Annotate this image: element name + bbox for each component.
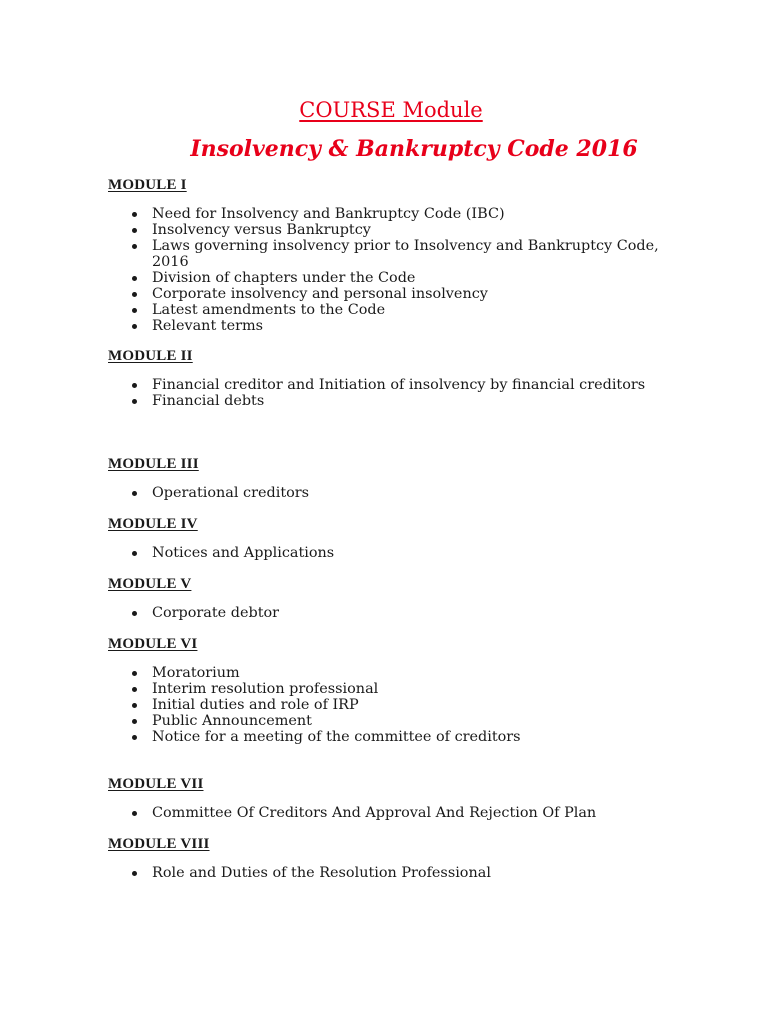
module-item-list [108, 865, 708, 881]
list-item: Division of chapters under the Code [108, 270, 692, 286]
list-item: Committee Of Creditors And Approval And Rejection Of Plan [108, 805, 692, 821]
module-6 [108, 635, 708, 745]
bullet-icon [132, 276, 137, 281]
code-title: Insolvency & Bankruptcy Code 2016 [190, 136, 638, 162]
module-item-list [108, 485, 708, 501]
module-4 [108, 515, 708, 561]
bullet-icon [132, 551, 137, 556]
module-heading: MODULE VIII [108, 836, 210, 852]
list-item: Laws governing insolvency prior to Insolvency and Bankruptcy Code, 2016 [108, 238, 692, 270]
module-heading: MODULE II [108, 348, 193, 364]
list-item: Need for Insolvency and Bankruptcy Code (IBC) [108, 206, 692, 222]
module-3 [108, 455, 708, 501]
bullet-icon [132, 399, 137, 404]
module-item-list [108, 206, 708, 334]
bullet-icon [132, 292, 137, 297]
module-item-list [108, 605, 708, 621]
list-item: Notices and Applications [108, 545, 692, 561]
list-item: Notice for a meeting of the committee of creditors [108, 729, 692, 745]
module-8 [108, 835, 708, 881]
bullet-icon [132, 244, 137, 249]
bullet-icon [132, 308, 137, 313]
module-1 [108, 176, 708, 334]
module-heading: MODULE VI [108, 636, 198, 652]
bullet-icon [132, 871, 137, 876]
bullet-icon [132, 228, 137, 233]
module-5 [108, 575, 708, 621]
module-heading: MODULE I [108, 177, 187, 193]
bullet-icon [132, 735, 137, 740]
list-item: Financial creditor and Initiation of insolvency by financial creditors [108, 377, 692, 393]
list-item: Initial duties and role of IRP [108, 697, 692, 713]
list-item: Financial debts [108, 393, 692, 409]
list-item: Operational creditors [108, 485, 692, 501]
list-item: Corporate insolvency and personal insolvency [108, 286, 692, 302]
bullet-icon [132, 491, 137, 496]
list-item: Role and Duties of the Resolution Professional [108, 865, 692, 881]
module-heading: MODULE III [108, 456, 199, 472]
bullet-icon [132, 719, 137, 724]
module-7 [108, 775, 708, 821]
list-item: Latest amendments to the Code [108, 302, 692, 318]
module-item-list [108, 377, 708, 409]
bullet-icon [132, 687, 137, 692]
bullet-icon [132, 212, 137, 217]
module-2 [108, 347, 708, 409]
module-heading: MODULE VII [108, 776, 204, 792]
module-heading: MODULE IV [108, 516, 198, 532]
list-item: Interim resolution professional [108, 681, 692, 697]
list-item: Insolvency versus Bankruptcy [108, 222, 692, 238]
bullet-icon [132, 383, 137, 388]
bullet-icon [132, 671, 137, 676]
bullet-icon [132, 703, 137, 708]
list-item: Public Announcement [108, 713, 692, 729]
module-item-list [108, 665, 708, 745]
module-item-list [108, 805, 708, 821]
list-item: Moratorium [108, 665, 692, 681]
list-item: Corporate debtor [108, 605, 692, 621]
course-title: COURSE Module [299, 98, 483, 122]
list-item: Relevant terms [108, 318, 692, 334]
bullet-icon [132, 611, 137, 616]
bullet-icon [132, 324, 137, 329]
module-heading: MODULE V [108, 576, 192, 592]
bullet-icon [132, 811, 137, 816]
module-item-list [108, 545, 708, 561]
